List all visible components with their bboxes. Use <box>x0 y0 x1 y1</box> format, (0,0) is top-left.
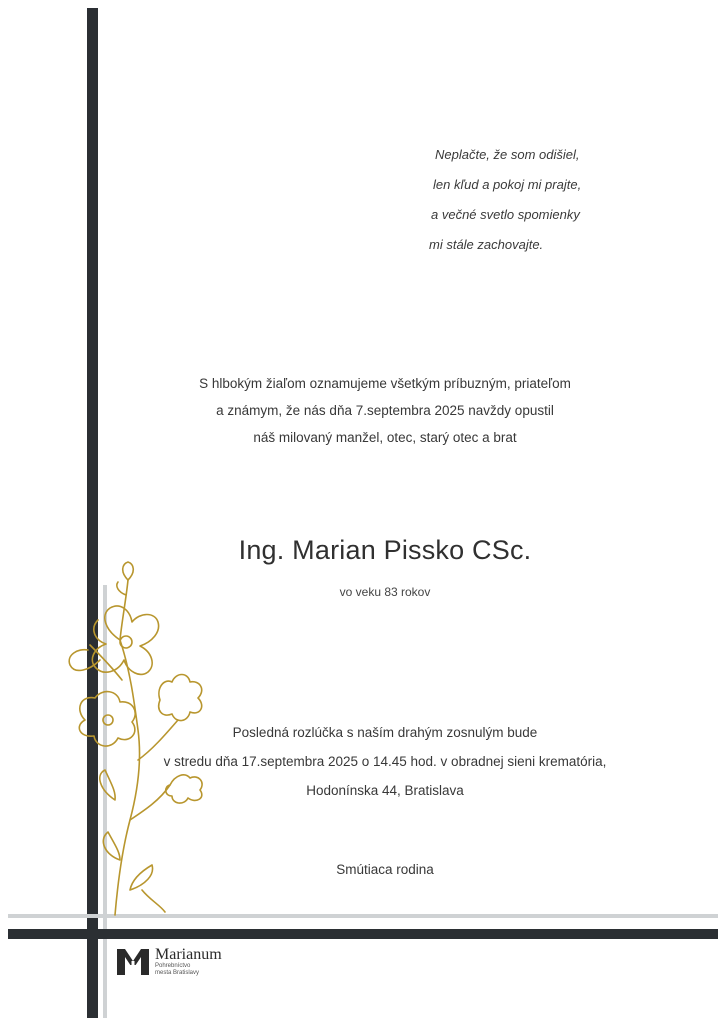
farewell-line: v stredu dňa 17.septembra 2025 o 14.45 hod. v obradnej sieni krematória, <box>163 754 607 769</box>
announcement <box>110 370 660 451</box>
logo-subtitle-line1: Pohrebníctvo <box>155 963 191 969</box>
announcement-line: a známym, že nás dňa 7.septembra 2025 navždy opustil <box>216 403 554 418</box>
floral-branch-icon <box>60 560 210 920</box>
logo-name: Marianum <box>155 946 222 963</box>
farewell-line: Hodonínska 44, Bratislava <box>306 783 464 798</box>
marianum-logo-icon <box>117 947 149 977</box>
poem-line: Neplačte, že som odišiel, <box>435 147 580 162</box>
logo-text <box>155 947 222 977</box>
poem-line: mi stále zachovajte. <box>429 237 544 252</box>
logo-subtitle-line2: mesta Bratislavy <box>155 970 200 976</box>
deceased-age: vo veku 83 rokov <box>339 585 431 599</box>
announcement-line: S hlbokým žiaľom oznamujeme všetkým príbuzným, priateľom <box>199 376 571 391</box>
signature: Smútiaca rodina <box>336 862 434 877</box>
poem-line: len kľud a pokoj mi prajte, <box>433 177 582 192</box>
poem-line: a večné svetlo spomienky <box>431 207 580 222</box>
frame-horizontal-dark-bar <box>8 929 718 939</box>
poem <box>415 140 645 260</box>
deceased-name: Ing. Marian Pissko CSc. <box>238 535 532 565</box>
farewell-line: Posledná rozlúčka s naším drahým zosnulým bude <box>232 725 538 740</box>
marianum-logo <box>117 946 222 978</box>
announcement-line: náš milovaný manžel, otec, starý otec a brat <box>253 430 517 445</box>
